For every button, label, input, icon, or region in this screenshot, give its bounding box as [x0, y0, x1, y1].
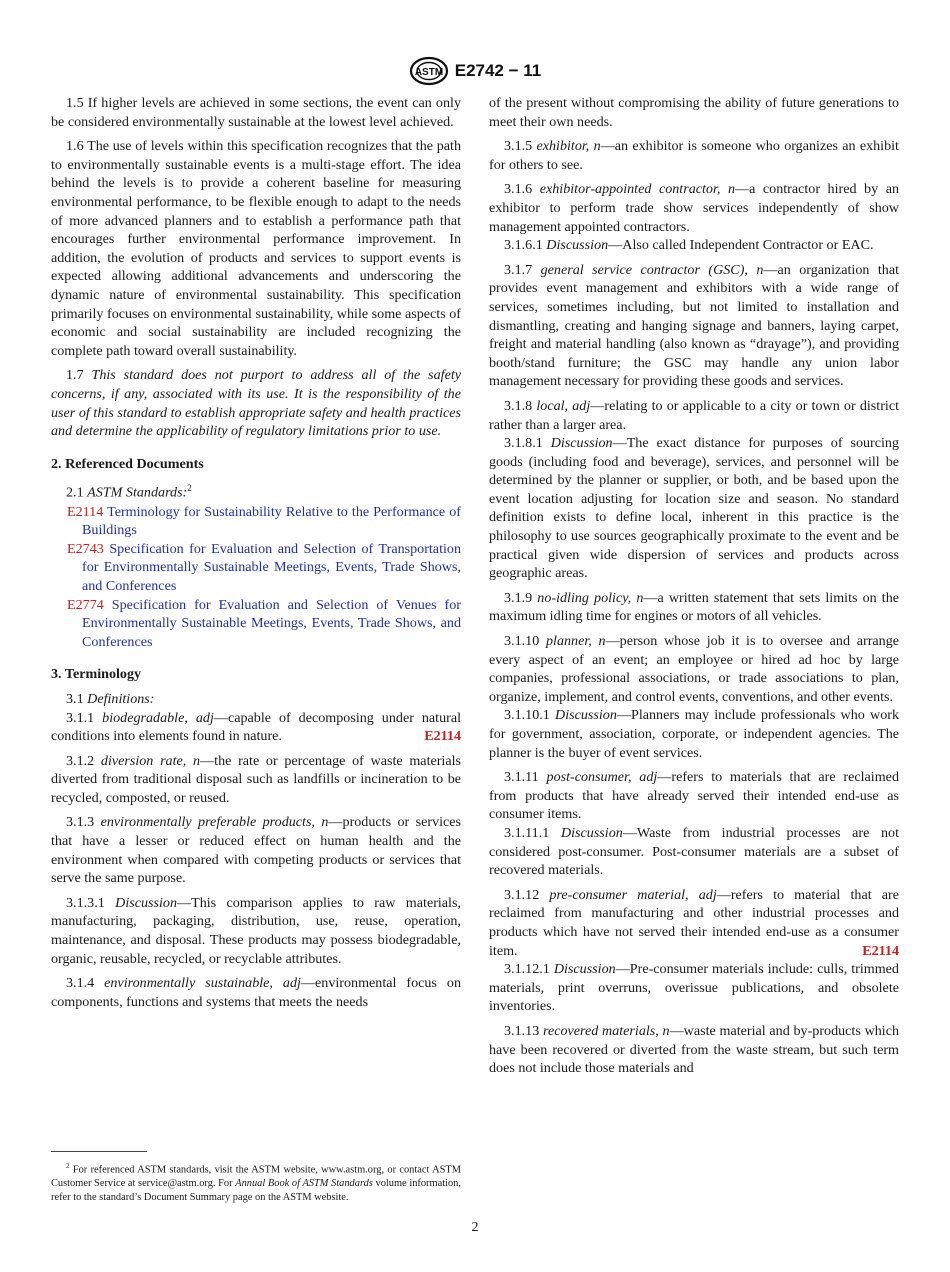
definition: —refers to material that are reclaimed from manufacturing and other industrial processes and products which have not served their intended end-use as a consumer item. — [489, 886, 899, 959]
paragraph-3-1-11-1 — [489, 824, 899, 880]
term: Discussion — [115, 894, 178, 911]
paragraph-3-1-12 — [489, 886, 899, 960]
term: no-idling policy, n — [537, 589, 644, 606]
term: exhibitor, n — [536, 138, 601, 155]
paragraph-1-6: 1.6 The use of levels within this specification recognizes that the path to environmentally sustainable events is a multi-stage effort. The idea behind the levels is to provide a coherent baseline for measuring environmental performance, to be flexible enough to adapt to the needs of more advanced planners and to establish a performance path that encourages further environmental performance improvement. In addition, the evolution of products and services to support events is expected allowing additional advancements and underscoring the dynamic nature of environmental sustainability. This specification primarily focuses on environmental sustainability, while some aspects of economic and social sustainability are included recognizing the complete path toward overall sustainability. — [51, 138, 461, 359]
footnote-marker: 2 — [66, 1162, 70, 1170]
paragraph-3-1-8 — [489, 397, 899, 434]
clause-number: 3.1.3.1 — [66, 894, 105, 911]
definition: —an exhibitor is someone who organizes an exhibit for others to see. — [489, 138, 899, 173]
paragraph-3-1-4-continued: of the present without compromising the ability of future generations to meet their own needs. — [489, 95, 899, 130]
clause-number: 3.1.1 — [66, 709, 95, 726]
paragraph-3-1-13 — [489, 1022, 899, 1078]
left-column — [51, 94, 461, 1017]
clause-number: 3.1.7 — [504, 261, 533, 278]
page-header — [0, 56, 950, 86]
clause-number: 3.1.5 — [504, 138, 533, 155]
safety-caveat: This standard does not purport to address all of the safety concerns, if any, associated with its use. It is the responsibility of the user of this standard to establish appropriate safety and health practices and determine the applicability of regulatory limitations prior to use. — [51, 367, 461, 440]
clause-number: 3.1.6.1 — [504, 237, 543, 254]
term: Discussion — [550, 435, 613, 452]
ref-title[interactable]: Terminology for Sustainability Relative to the Performance of Buildings — [82, 503, 461, 539]
ref-title[interactable]: Specification for Evaluation and Selection of Venues for Environmentally Sustainable Meetings, Events, Trade Shows, and Conferences — [82, 596, 461, 650]
ref-title[interactable]: Specification for Evaluation and Selection of Transportation for Environmentally Sustainable Meetings, Events, Trade Shows, and Conferences — [82, 540, 461, 594]
paragraph-3-1-6 — [489, 180, 899, 236]
term: Discussion — [560, 824, 623, 841]
ref-designation[interactable]: E2114 — [67, 503, 104, 520]
clause-number: 3.1.13 — [504, 1022, 540, 1039]
clause-number: 3.1.8 — [504, 397, 533, 414]
page-number: 2 — [471, 1220, 479, 1235]
clause-number: 1.7 — [66, 367, 84, 384]
definition: —Pre-consumer materials include: culls, trimmed materials, print overruns, overissue publications, and obsolete inventories. — [489, 961, 899, 1015]
footnote-divider — [51, 1151, 147, 1152]
footnote-text: For referenced ASTM standards, visit the ASTM website, www.astm.org, or contact ASTM Customer Service at service@astm.org. For — [51, 1164, 461, 1190]
term: post-consumer, adj — [546, 769, 658, 786]
clause-number: 3.1.9 — [504, 589, 533, 606]
term: Definitions: — [87, 690, 155, 707]
paragraph-3-1-9 — [489, 589, 899, 626]
footnote — [51, 1160, 461, 1204]
paragraph-3-1-11 — [489, 768, 899, 824]
term: pre-consumer material, adj — [549, 886, 717, 903]
term: exhibitor-appointed contractor, n — [539, 181, 735, 198]
definition: —relating to or applicable to a city or town or district rather than a larger area. — [489, 397, 899, 433]
footnote-text-end: volume information, refer to the standard’s Document Summary page on the ASTM website. — [51, 1178, 461, 1203]
astm-logo-icon — [409, 56, 449, 86]
clause-number: 3.1.6 — [504, 181, 533, 198]
definition: —the rate or percentage of waste materials diverted from traditional disposal such as landfills or incineration to be recycled, composted, or reused. — [51, 752, 462, 806]
paragraph-3-1-3 — [51, 813, 461, 887]
paragraph-3-1-6-1 — [489, 236, 899, 255]
clause-number: 3.1.8.1 — [504, 435, 543, 452]
footnote-ref: 2 — [187, 483, 192, 494]
term: Discussion — [555, 707, 617, 724]
citation-link[interactable]: E2114 — [862, 942, 899, 959]
paragraph-3-1-12-1 — [489, 960, 899, 1016]
clause-number: 3.1.4 — [66, 975, 95, 992]
term: environmentally sustainable, adj — [104, 975, 301, 992]
definition: —Also called Independent Contractor or EAC. — [608, 237, 874, 254]
reference-e2114[interactable] — [51, 503, 461, 540]
clause-number: 3.1.2 — [66, 752, 95, 769]
clause-number: 3.1.11.1 — [504, 824, 550, 841]
clause-number: 3.1 — [66, 690, 84, 707]
term: local, adj — [536, 397, 591, 414]
term: Discussion — [553, 961, 616, 978]
paragraph-3-1-10-1 — [489, 706, 899, 762]
term: planner, n — [545, 633, 606, 650]
reference-e2743[interactable] — [51, 540, 461, 596]
paragraph-1-5: 1.5 If higher levels are achieved in some sections, the event can only be considered environmentally sustainable at the lowest level achieved. — [51, 95, 461, 130]
term: environmentally preferable products, n — [100, 814, 329, 831]
ref-designation[interactable]: E2743 — [67, 540, 104, 557]
clause-number: 3.1.12 — [504, 886, 540, 903]
reference-e2774[interactable] — [51, 596, 461, 652]
paragraph-3-1-1 — [51, 709, 461, 746]
footnote-title: Annual Book of ASTM Standards — [235, 1178, 373, 1190]
clause-number: 3.1.3 — [66, 814, 95, 831]
paragraph-3-1-7 — [489, 261, 899, 391]
section-3-heading: 3. Terminology — [51, 666, 142, 683]
term: biodegradable, adj — [102, 709, 214, 726]
paragraph-3-1 — [51, 690, 461, 709]
paragraph-1-7 — [51, 366, 461, 440]
term: diversion rate, n — [100, 752, 201, 769]
term: recovered materials, n — [542, 1022, 670, 1039]
definition: —a written statement that sets limits on the maximum idling time for engines or motors of all vehicles. — [489, 589, 899, 625]
definition: —a contractor hired by an exhibitor to perform trade show services independently of show management appointed contractors. — [489, 181, 899, 235]
definition: —environmental focus on components, functions and systems that meets the needs — [51, 975, 461, 1010]
term: general service contractor (GSC), n — [540, 261, 764, 278]
term: ASTM Standards: — [87, 484, 188, 501]
right-column — [489, 94, 899, 1084]
paragraph-3-1-4 — [51, 974, 461, 1011]
clause-number: 3.1.10 — [504, 633, 540, 650]
paragraph-3-1-10 — [489, 632, 899, 706]
definition: —capable of decomposing under natural conditions into elements found in nature. — [51, 709, 461, 745]
paragraph-2-1 — [51, 479, 461, 502]
definition: —person whose job it is to oversee and arrange every aspect of an event; an employee or hired ad hoc by large companies, professional associations, or trade associations to plan, organize, implement, and control events, conventions, and other events. — [489, 633, 899, 705]
definition: —Planners may include professionals who work for government, association, corporate, or independent agencies. The planner is the buyer of event services. — [489, 707, 899, 761]
definition: —The exact distance for purposes of sourcing goods (including food and beverage), services, and personnel will be determined by the planner or supplier, or both, and be based upon the event location adjusting for location size and season. No standard definition exists to define local, inherent in this practice is the philosophy to use sources geographically proximate to the event and be practical given wide dispersion of services and products across geographic areas. — [489, 435, 899, 582]
paragraph-3-1-2 — [51, 752, 461, 808]
definition: —waste material and by-products which have been recovered or diverted from the waste stream, but such term does not include those materials and — [489, 1022, 900, 1077]
svg-text:ASTM: ASTM — [414, 67, 443, 78]
definition: —Waste from industrial processes are not considered post-consumer. Post-consumer materials are a subset of recovered materials. — [489, 824, 899, 879]
citation-link[interactable]: E2114 — [424, 728, 461, 745]
paragraph-3-1-8-1 — [489, 434, 899, 583]
section-2-heading: 2. Referenced Documents — [51, 455, 204, 472]
clause-number: 3.1.12.1 — [504, 961, 550, 978]
definition: —This comparison applies to raw materials, manufacturing, packaging, distribution, use, reuse, operation, maintenance, and disposal. These products may possess biodegradable, organic, reusable, recycled, or recyclable attributes. — [51, 894, 461, 967]
document-designation: E2742 − 11 — [454, 61, 542, 80]
clause-number: 2.1 — [66, 484, 84, 501]
definition: —an organization that provides event management and exhibitors with a wide range of services, sometimes including, but not limited to installation and dismantling, creating and hanging signage and banners, laying carpet, freight and material handling (also known as “drayage”), and providing booth/stand furniture; the GSC may handle any union labor management necessary for providing these goods and services. — [489, 261, 899, 390]
clause-number: 3.1.11 — [504, 769, 539, 786]
paragraph-3-1-3-1 — [51, 894, 461, 968]
paragraph-3-1-5 — [489, 137, 899, 174]
clause-number: 3.1.10.1 — [504, 707, 550, 724]
definition: —products or services that have a lesser or reduced effect on human health and the environment when compared with competing products or services that serve the same purpose. — [51, 814, 461, 887]
ref-designation[interactable]: E2774 — [67, 596, 104, 613]
definition: —refers to materials that are reclaimed from products that have already served their intended end-use as consumer items. — [489, 769, 899, 823]
term: Discussion — [546, 237, 609, 254]
